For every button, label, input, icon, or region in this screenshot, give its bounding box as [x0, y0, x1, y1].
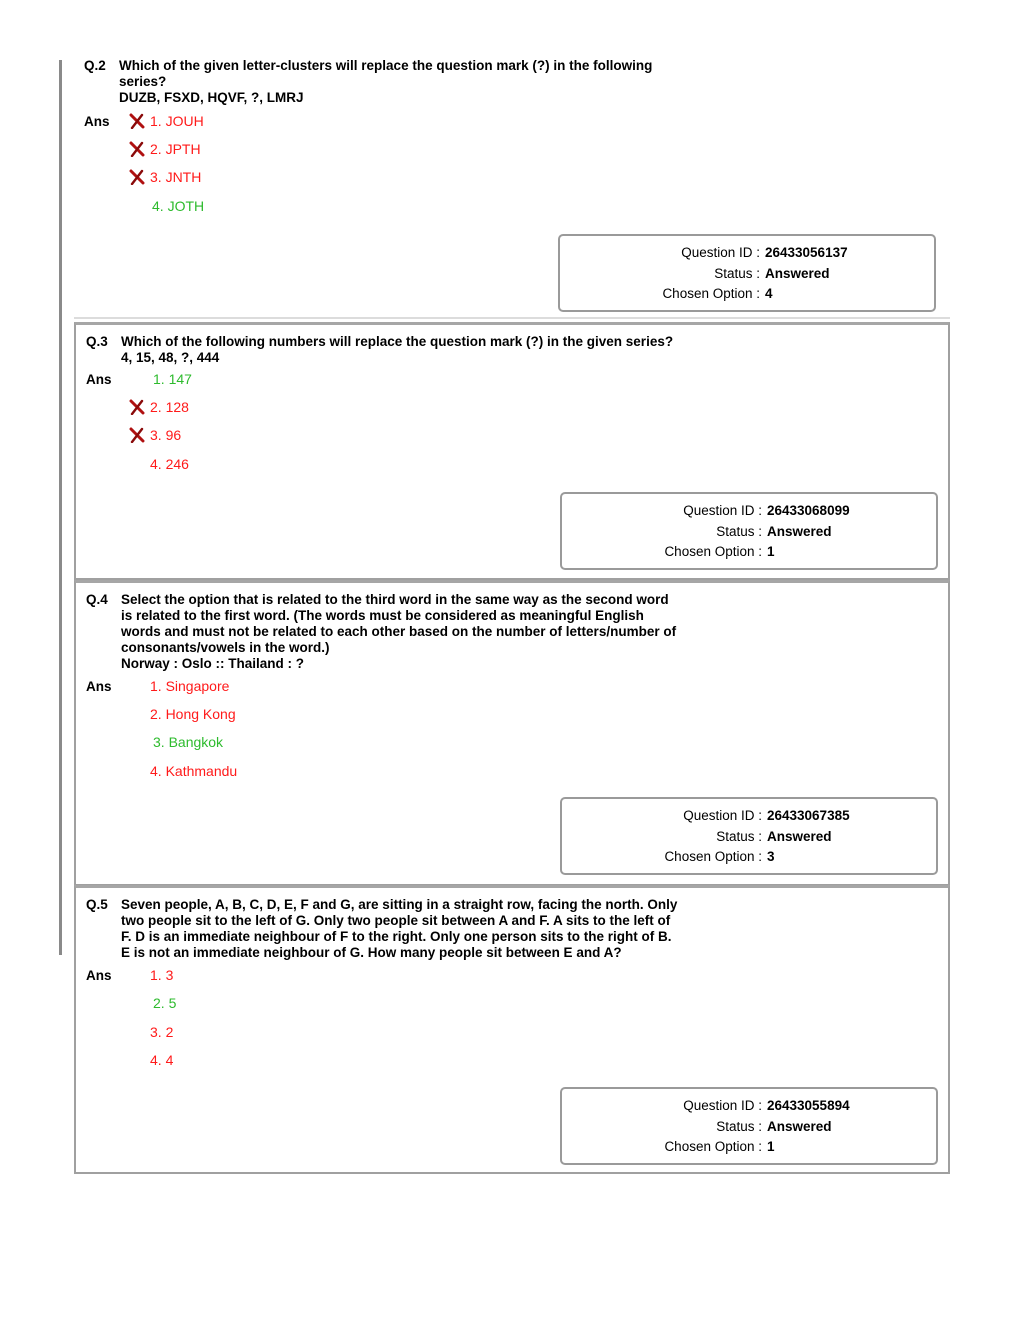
option-1	[150, 678, 229, 694]
option-2	[153, 995, 176, 1011]
question-text-line: DUZB, FSXD, HQVF, ?, LMRJ	[119, 90, 304, 105]
question-id-value: 26433067385	[767, 808, 850, 823]
question-text-line: Select the option that is related to the third word in the same way as the second word	[121, 592, 669, 607]
chosen-option-label: Chosen Option :	[664, 1139, 762, 1154]
status-label: Status :	[716, 829, 762, 844]
status-value: Answered	[767, 829, 832, 844]
question-text-line: E is not an immediate neighbour of G. How many people sit between E and A?	[121, 945, 622, 960]
status-value: Answered	[767, 1119, 832, 1134]
question-info-box	[558, 234, 936, 312]
chosen-option-value: 4	[765, 286, 773, 301]
question-info-box	[560, 797, 938, 875]
ans-label: Ans	[86, 968, 112, 983]
ans-label: Ans	[84, 114, 110, 129]
status-label: Status :	[716, 1119, 762, 1134]
option-label: 1. JOUH	[150, 113, 204, 129]
option-4	[150, 1052, 173, 1068]
cross-icon	[128, 169, 146, 185]
question-number: Q.4	[86, 592, 108, 607]
option-label: 1. Singapore	[150, 678, 230, 694]
chosen-option-value: 3	[767, 849, 775, 864]
question-id-label: Question ID :	[681, 245, 760, 260]
option-label: 4. 246	[150, 456, 189, 472]
option-3	[128, 427, 181, 443]
question-text-line: Which of the following numbers will replace the question mark (?) in the given series?	[121, 334, 674, 349]
chosen-option-label: Chosen Option :	[664, 849, 762, 864]
question-info-box	[560, 492, 938, 570]
question-text-line: is related to the first word. (The words must be considered as meaningful English	[121, 608, 644, 623]
chosen-option-value: 1	[767, 544, 775, 559]
option-3	[128, 169, 201, 185]
cross-icon	[128, 427, 146, 443]
question-id-label: Question ID :	[683, 503, 762, 518]
option-3	[153, 734, 223, 750]
option-label: 1. 147	[153, 371, 192, 387]
option-4	[150, 456, 189, 472]
question-text-line: Norway : Oslo :: Thailand : ?	[121, 656, 305, 671]
option-2	[150, 706, 236, 722]
option-4	[152, 198, 204, 214]
status-label: Status :	[716, 524, 762, 539]
option-1	[153, 371, 192, 387]
question-text-line: two people sit to the left of G. Only two people sit between A and F. A sits to the left of	[121, 913, 671, 928]
question-text	[121, 592, 701, 672]
question-text	[119, 58, 719, 106]
option-label: 1. 3	[150, 967, 174, 983]
question-header	[86, 334, 721, 366]
option-2	[128, 399, 189, 415]
question-card-q2	[74, 58, 950, 316]
question-card-q5	[74, 885, 950, 1174]
option-label: 3. JNTH	[150, 169, 202, 185]
question-text-line: consonants/vowels in the word.)	[121, 640, 330, 655]
separator	[74, 317, 950, 319]
option-label: 4. 4	[150, 1052, 174, 1068]
option-1	[150, 967, 173, 983]
cross-icon	[128, 399, 146, 415]
option-4	[150, 763, 237, 779]
option-label: 3. 96	[150, 427, 182, 443]
question-number: Q.3	[86, 334, 108, 349]
question-text-line: words and must not be related to each other based on the number of letters/number of	[121, 624, 677, 639]
option-3	[150, 1024, 173, 1040]
question-header	[84, 58, 719, 106]
question-header	[86, 897, 701, 961]
question-text-line: Seven people, A, B, C, D, E, F and G, are sitting in a straight row, facing the north. Only	[121, 897, 678, 912]
question-id-value: 26433056137	[765, 245, 848, 260]
outer-left-rule	[59, 60, 62, 955]
chosen-option-label: Chosen Option :	[664, 544, 762, 559]
cross-icon	[128, 141, 146, 157]
question-id-label: Question ID :	[683, 808, 762, 823]
question-number: Q.5	[86, 897, 108, 912]
question-text-line: F. D is an immediate neighbour of F to the right. Only one person sits to the right of B.	[121, 929, 672, 944]
option-1	[128, 113, 204, 129]
option-2	[128, 141, 201, 157]
ans-label: Ans	[86, 679, 112, 694]
option-label: 2. JPTH	[150, 141, 201, 157]
question-id-label: Question ID :	[683, 1098, 762, 1113]
option-label: 4. JOTH	[152, 198, 205, 214]
question-info-box	[560, 1087, 938, 1165]
option-label: 2. 128	[150, 399, 189, 415]
question-text-line: Which of the given letter-clusters will replace the question mark (?) in the following	[119, 58, 653, 73]
question-card-q3	[74, 322, 950, 580]
question-header	[86, 592, 701, 672]
question-number: Q.2	[84, 58, 106, 73]
option-label: 4. Kathmandu	[150, 763, 238, 779]
question-id-value: 26433068099	[767, 503, 850, 518]
chosen-option-label: Chosen Option :	[662, 286, 760, 301]
chosen-option-value: 1	[767, 1139, 775, 1154]
status-value: Answered	[767, 524, 832, 539]
option-label: 3. Bangkok	[153, 734, 224, 750]
option-label: 3. 2	[150, 1024, 174, 1040]
status-label: Status :	[714, 266, 760, 281]
option-label: 2. 5	[153, 995, 177, 1011]
cross-icon	[128, 113, 146, 129]
question-text	[121, 897, 701, 961]
question-text	[121, 334, 721, 366]
question-id-value: 26433055894	[767, 1098, 850, 1113]
ans-label: Ans	[86, 372, 112, 387]
question-text-line: series?	[119, 74, 167, 89]
option-label: 2. Hong Kong	[150, 706, 236, 722]
status-value: Answered	[765, 266, 830, 281]
question-text-line: 4, 15, 48, ?, 444	[121, 350, 220, 365]
question-card-q4	[74, 580, 950, 886]
